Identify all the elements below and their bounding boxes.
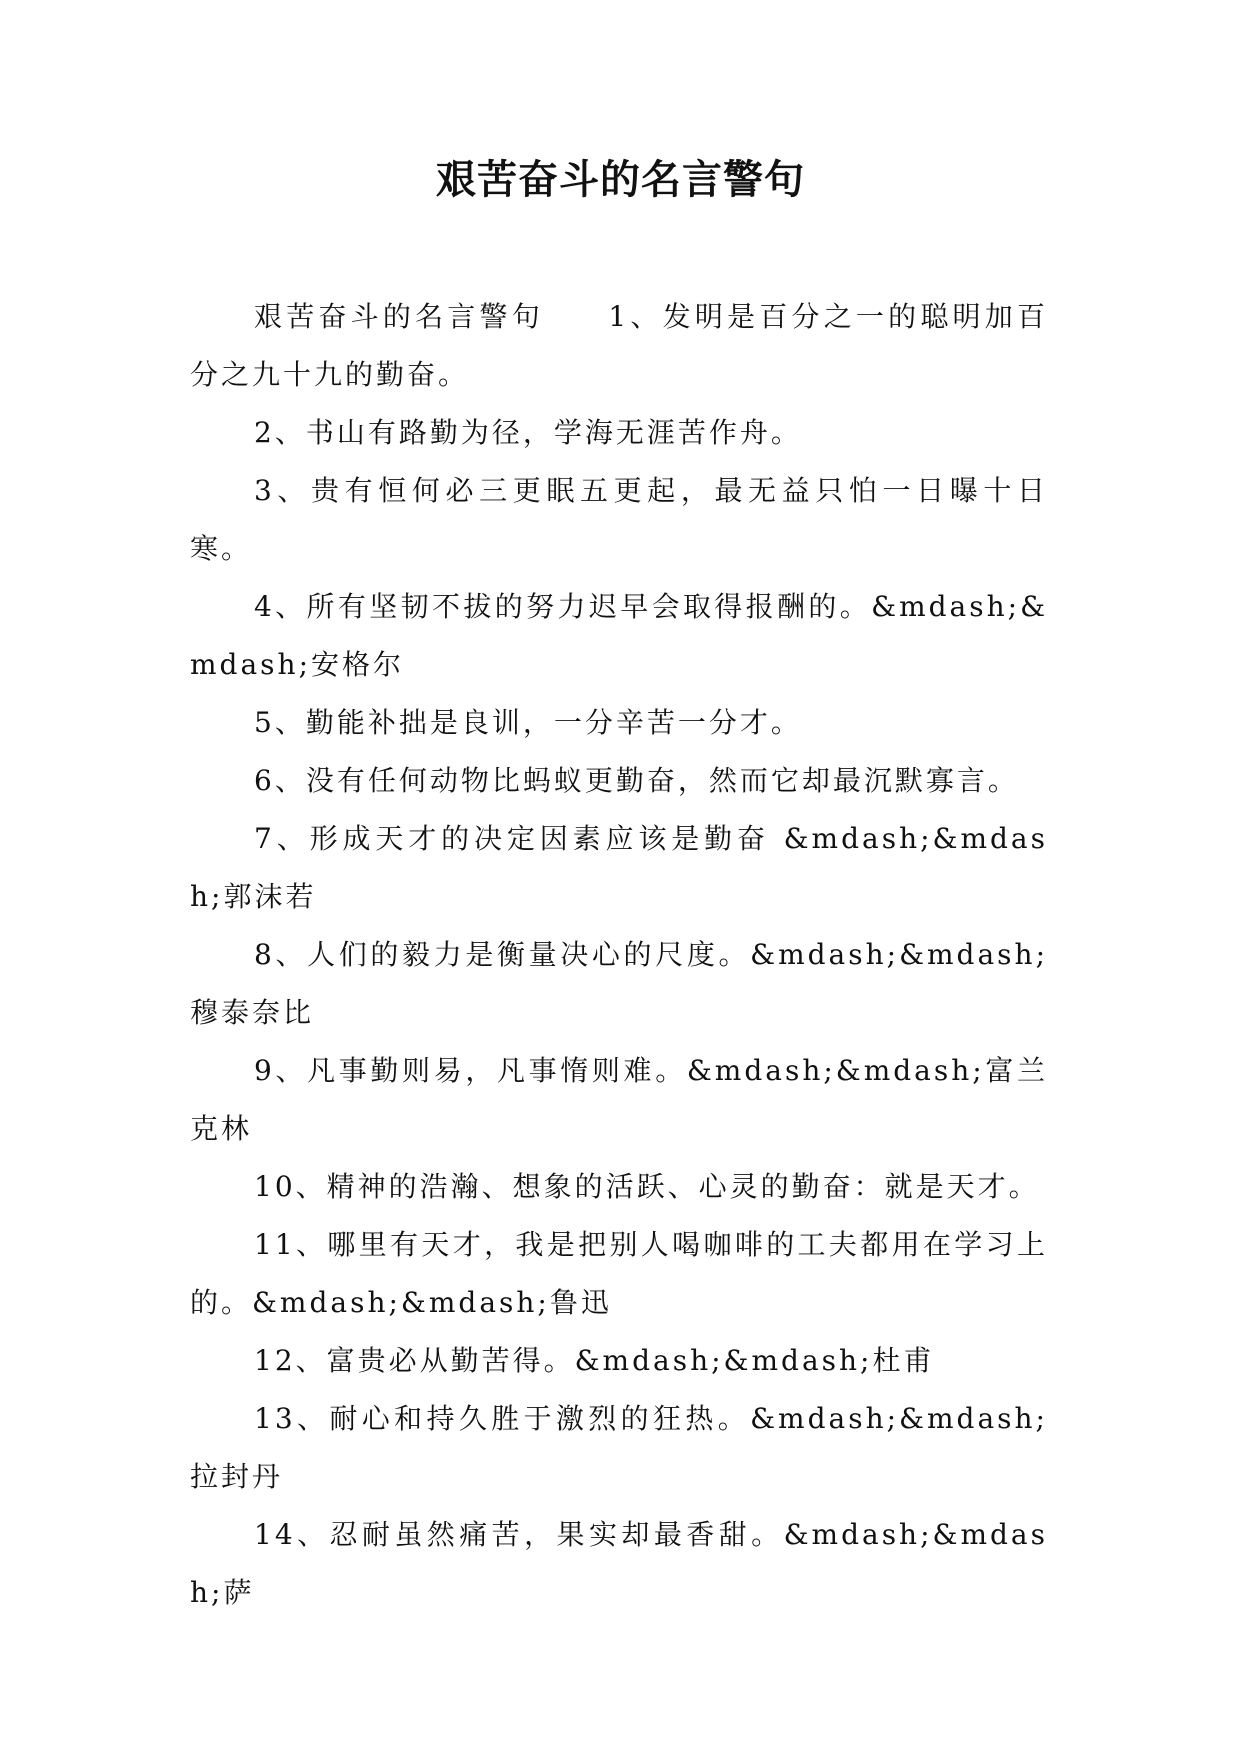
document-title: 艰苦奋斗的名言警句	[436, 156, 805, 203]
paragraph: 14、忍耐虽然痛苦，果实却最香甜。&mdash;&mdash;萨	[190, 1518, 1048, 1609]
paragraph: 5、勤能补拙是良训，一分辛苦一分才。	[254, 706, 802, 739]
paragraph: 8、人们的毅力是衡量决心的尺度。&mdash;&mdash;穆泰奈比	[190, 938, 1048, 1029]
paragraph: 9、凡事勤则易，凡事惰则难。&mdash;&mdash;富兰克林	[190, 1054, 1048, 1145]
paragraph: 6、没有任何动物比蚂蚁更勤奋，然而它却最沉默寡言。	[254, 764, 1019, 797]
paragraph: 10、精神的浩瀚、想象的活跃、心灵的勤奋：就是天才。	[254, 1170, 1040, 1203]
paragraph: 11、哪里有天才，我是把别人喝咖啡的工夫都用在学习上的。&mdash;&mdash;鲁迅	[190, 1228, 1048, 1319]
paragraph: 4、所有坚韧不拔的努力迟早会取得报酬的。&mdash;&mdash;安格尔	[190, 590, 1048, 681]
document-body	[190, 288, 1048, 1622]
paragraph: 2、书山有路勤为径，学海无涯苦作舟。	[254, 416, 802, 449]
paragraph: 12、富贵必从勤苦得。&mdash;&mdash;杜甫	[254, 1344, 935, 1377]
paragraph: 3、贵有恒何必三更眠五更起，最无益只怕一日曝十日寒。	[190, 474, 1048, 565]
paragraph: 13、耐心和持久胜于激烈的狂热。&mdash;&mdash;拉封丹	[190, 1402, 1048, 1493]
paragraph: 艰苦奋斗的名言警句 1、发明是百分之一的聪明加百分之九十九的勤奋。	[190, 300, 1048, 391]
paragraph: 7、形成天才的决定因素应该是勤奋 &mdash;&mdash;郭沫若	[190, 822, 1048, 913]
